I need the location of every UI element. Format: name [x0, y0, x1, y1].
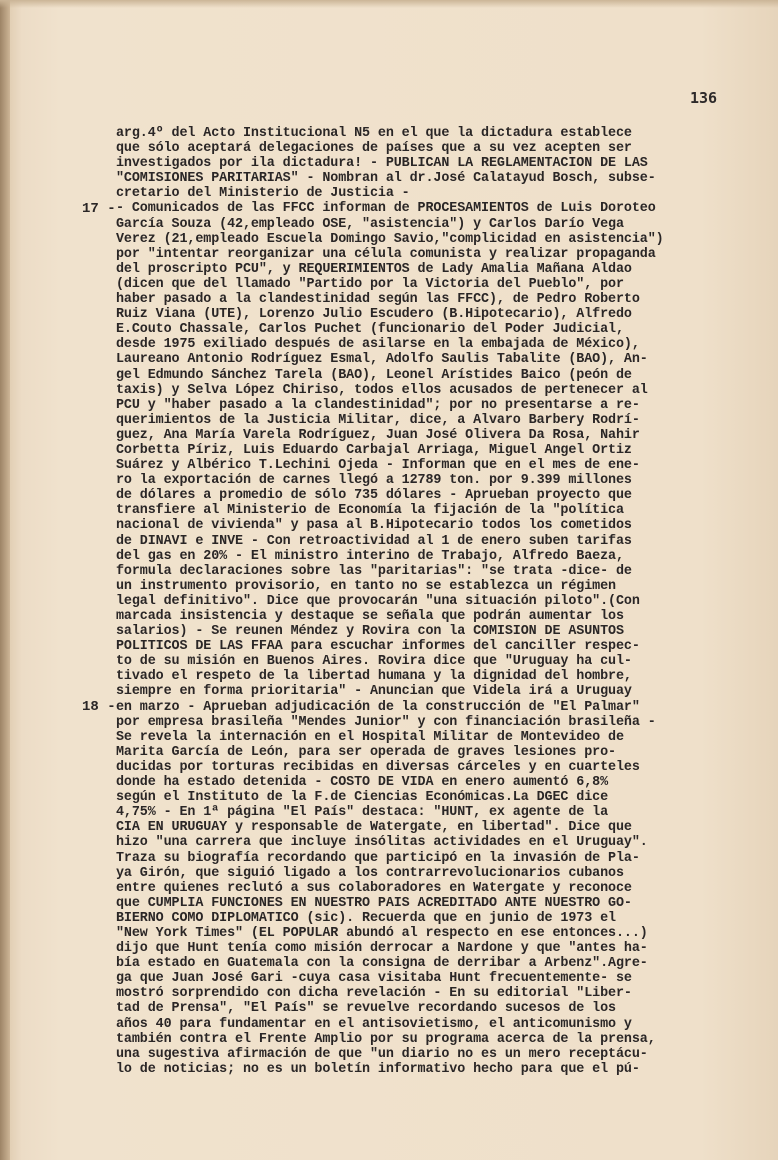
page-top-edge — [0, 0, 778, 8]
text-line: arg.4º del Acto Institucional N5 en el que la dictadura establece — [116, 126, 632, 141]
text-line: tad de Prensa", "El País" se revuelve recordando sucesos de los — [116, 1001, 616, 1017]
text-line: desde 1975 exiliado después de asilarse en la embajada de México), — [116, 337, 640, 353]
text-line: E.Couto Chassale, Carlos Puchet (funcionario del Poder Judicial, — [116, 322, 624, 338]
text-line: de dólares a promedio de sólo 735 dólares - Aprueban proyecto que — [116, 488, 632, 504]
text-line: CIA EN URUGUAY y responsable de Watergate, en libertad". Dice que — [116, 820, 632, 836]
text-line: García Souza (42,empleado OSE, "asistencia") y Carlos Darío Vega — [116, 216, 624, 232]
text-line: también contra el Frente Amplio por su programa acerca de la prensa, — [116, 1031, 656, 1047]
text-line: Verez (21,empleado Escuela Domingo Savio,"complicidad en asistencia") — [116, 231, 664, 247]
text-line: "New York Times" (EL POPULAR abundó al respecto en ese entonces...) — [116, 925, 648, 941]
text-line: BIERNO COMO DIPLOMATICO (sic). Recuerda que en junio de 1973 el — [116, 910, 616, 926]
text-line: por empresa brasileña "Mendes Junior" y con financiación brasileña - — [116, 714, 656, 730]
text-line: salarios) - Se reunen Méndez y Rovira con la COMISION DE ASUNTOS — [116, 624, 624, 640]
text-line: nacional de vivienda" y pasa al B.Hipotecario todos los cometidos — [116, 518, 632, 534]
text-line: Marita García de León, para ser operada de graves lesiones pro- — [116, 744, 616, 760]
text-line: Se revela la internación en el Hospital Militar de Montevideo de — [116, 729, 624, 745]
text-line: to de su misión en Buenos Aires. Rovira dice que "Uruguay ha cul- — [116, 654, 632, 670]
text-line: querimientos de la Justicia Militar, dice, a Alvaro Barbery Rodrí- — [116, 412, 640, 428]
text-line: "COMISIONES PARITARIAS" - Nombran al dr.José Calatayud Bosch, subse- — [116, 171, 656, 187]
text-line: legal definitivo". Dice que provocarán "una situación piloto".(Con — [116, 593, 640, 609]
text-line: del proscripto PCU", y REQUERIMIENTOS de Lady Amalia Mañana Aldao — [116, 261, 632, 277]
text-line: - Comunicados de las FFCC informan de PROCESAMIENTOS de Luis Doroteo — [116, 201, 656, 217]
margin-date-marker: 18 - — [82, 698, 116, 715]
text-line: mostró sorprendido con dicha revelación - En su editorial "Liber- — [116, 986, 632, 1002]
text-line: que CUMPLIA FUNCIONES EN NUESTRO PAIS ACREDITADO ANTE NUESTRO GO- — [116, 895, 632, 911]
text-line: formula declaraciones sobre las "paritarias": "se trata -dice- de — [116, 563, 632, 579]
text-line: transfiere al Ministerio de Economía la fijación de la "política — [116, 503, 624, 519]
text-line: una sugestiva afirmación de que "un diario no es un mero receptácu- — [116, 1046, 648, 1062]
text-line: marcada insistencia y destaque se señala que podrán aumentar los — [116, 609, 624, 624]
text-line: un instrumento provisorio, en tanto no se establezca un régimen — [116, 578, 616, 594]
text-line: 4,75% - En 1ª página "El País" destaca: "HUNT, ex agente de la — [116, 805, 609, 821]
text-line: gel Edmundo Sánchez Tarela (BAO), Leonel Arístides Baico (peón de — [116, 367, 632, 383]
page-number: 136 — [690, 89, 718, 107]
text-line: taxis) y Selva López Chiriso, todos ellos acusados de pertenecer al — [116, 382, 648, 398]
text-line: ya Girón, que siguió ligado a los contrarrevolucionarios cubanos — [116, 865, 624, 881]
text-line: dijo que Hunt tenía como misión derrocar a Nardone y que "antes ha- — [116, 941, 648, 957]
text-line: guez, Ana María Varela Rodríguez, Juan José Olivera Da Rosa, Nahir — [116, 427, 640, 443]
text-line: Suárez y Albérico T.Lechini Ojeda - Informan que en el mes de ene- — [116, 458, 640, 474]
text-line: bía estado en Guatemala con la consigna de derribar a Arbenz".Agre- — [116, 956, 648, 972]
text-line: ducidas por torturas recibidas en diversas cárceles y en cuarteles — [116, 759, 640, 775]
text-line: del gas en 20% - El ministro interino de Trabajo, Alfredo Baeza, — [116, 548, 624, 564]
text-line: Traza su biografía recordando que participó en la invasión de Pla- — [116, 850, 640, 866]
text-line: donde ha estado detenida - COSTO DE VIDA en enero aumentó 6,8% — [116, 775, 609, 791]
text-line: PCU y "haber pasado a la clandestinidad"; por no presentarse a re- — [116, 397, 640, 413]
text-line: entre quienes reclutó a sus colaboradores en Watergate y reconoce — [116, 880, 632, 896]
typewritten-text-body — [116, 126, 736, 1077]
text-line: Corbetta Píriz, Luis Eduardo Carbajal Arriaga, Miguel Angel Ortiz — [116, 442, 632, 458]
text-line: ro la exportación de carnes llegó a 12789 ton. por 9.399 millones — [116, 473, 632, 489]
text-line: Laureano Antonio Rodríguez Esmal, Adolfo Saulis Tabalite (BAO), An- — [116, 352, 648, 368]
text-line: tivado el respeto de la libertad humana y la dignidad del hombre, — [116, 669, 632, 685]
text-line: POLITICOS DE LAS FFAA para escuchar informes del canciller respec- — [116, 639, 640, 655]
text-line: haber pasado a la clandestinidad según las FFCC), de Pedro Roberto — [116, 292, 640, 308]
text-line: en marzo - Aprueban adjudicación de la construcción de "El Palmar" — [116, 699, 640, 715]
text-line: cretario del Ministerio de Justicia - — [116, 186, 410, 202]
text-line: según el Instituto de la F.de Ciencias Económicas.La DGEC dice — [116, 790, 609, 806]
text-line: años 40 para fundamentar en el antisovietismo, el anticomunismo y — [116, 1016, 632, 1032]
text-line: lo de noticias; no es un boletín informativo hecho para que el pú- — [116, 1061, 640, 1077]
text-line: hizo "una carrera que incluye insólitas actividades en el Uruguay". — [116, 835, 648, 851]
text-line: siempre en forma prioritaria" - Anuncian que Videla irá a Uruguay — [116, 684, 632, 700]
text-line: investigados por ila dictadura! - PUBLICAN LA REGLAMENTACION DE LAS — [116, 156, 648, 172]
text-line: Ruiz Viana (UTE), Lorenzo Julio Escudero (B.Hipotecario), Alfredo — [116, 307, 632, 323]
text-line: que sólo aceptará delegaciones de países que a su vez acepten ser — [116, 141, 632, 157]
text-line: por "intentar reorganizar una célula comunista y realizar propaganda — [116, 246, 656, 262]
text-line: (dicen que del llamado "Partido por la Victoria del Pueblo", por — [116, 276, 624, 292]
margin-date-marker: 17 - — [82, 200, 116, 217]
page-binding-shadow — [0, 0, 10, 1160]
text-line: de DINAVI e INVE - Con retroactividad al 1 de enero suben tarifas — [116, 533, 632, 549]
text-line: ga que Juan José Gari -cuya casa visitaba Hunt frecuentemente- se — [116, 971, 632, 987]
